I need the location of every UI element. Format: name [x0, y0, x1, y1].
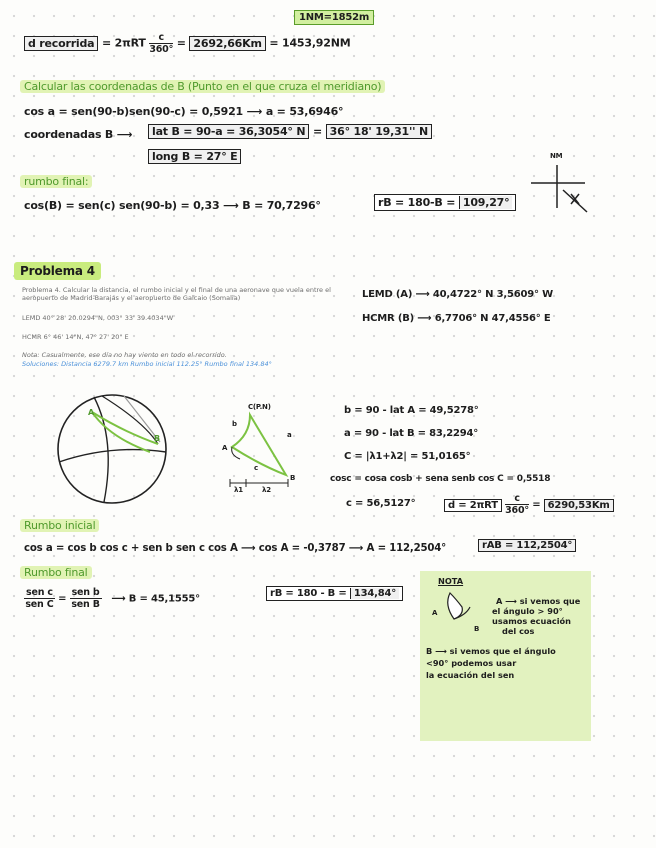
distance-nm: = 1453,92NM	[269, 36, 351, 50]
rb-value-2: 134,84°	[350, 588, 399, 599]
rumbo-inicial-equation: cos a = cos b cos c + sen b sen c cos A ⟶ cos A = -0,3787 ⟶ A = 112,2504°	[24, 543, 447, 554]
triangle-label-a: A	[222, 444, 228, 452]
note-fig-b: B	[474, 625, 480, 633]
lemd-handwritten: LEMD (A) ⟶ 40,4722° N 3,5609° W	[362, 289, 553, 300]
distance-equation: d recorrida = 2πRT $\frac{c}{360^\circ}$ = 2692,66Km = 1453,92NM	[24, 32, 350, 55]
compass-nm-label: NM	[550, 152, 563, 160]
recorrido-label: d recorrida	[24, 36, 98, 51]
rumbo-final-heading-2: Rumbo final	[20, 566, 92, 579]
distance-box: d = 2πRT $\frac{c}{360^\circ}$ = 6290,53Km	[444, 493, 614, 516]
lemd-coords: LEMD 40° 28' 20.0294"N, 003° 33' 39.4034"W	[22, 314, 174, 322]
hcmr-coords: HCMR 6° 46' 14"N, 47° 27' 20" E	[22, 333, 129, 341]
note-title: NOTA	[438, 576, 464, 586]
solutions-text: Soluciones: Distancia 6279.7 km Rumbo inicial 112.25° Rumbo final 134.84°	[22, 360, 272, 368]
long-b-box: long B = 27° E	[148, 150, 241, 163]
note-line-3: usamos ecuación	[492, 616, 571, 626]
note-line-6: <90° podemos usar	[426, 658, 517, 668]
note-fig-a: A	[432, 609, 438, 617]
problem-statement-2: aeropuerto de Madrid-Barajas y el aeropuerto de Galcaio (Somalia)	[22, 294, 241, 302]
rumbo-inicial-heading: Rumbo inicial	[20, 519, 99, 532]
rb-box-2: rB = 180 - B = 134,84°	[266, 588, 403, 599]
problem-statement-1: Problema 4. Calcular la distancia, el rumbo inicial y el final de una aeronave que vuela entre el	[22, 286, 331, 294]
note-line-4: del cos	[502, 626, 535, 636]
a-equation: a = 90 - lat B = 83,2294°	[344, 428, 479, 439]
rumbo-final-heading-1: rumbo final:	[20, 175, 92, 188]
note-line-5: B ⟶ si vemos que el ángulo	[426, 646, 556, 656]
sphere-diagram	[54, 392, 174, 512]
triangle-side-a: a	[287, 431, 292, 439]
compass-diagram	[525, 160, 595, 230]
hcmr-handwritten: HCMR (B) ⟶ 6,7706° N 47,4556° E	[362, 313, 551, 324]
c-angle-equation: C = |λ1+λ2| = 51,0165°	[344, 451, 471, 462]
spherical-triangle	[220, 405, 300, 495]
triangle-side-c: c	[254, 464, 258, 472]
triangle-side-b: b	[232, 420, 237, 428]
triangle-label-top: C(P.N)	[248, 403, 271, 411]
nm-conversion-label: 1NM=1852m	[294, 10, 374, 25]
sine-rule-equation: $\frac{\text{sen c}}{\text{sen C}}$ = $\frac{\text{sen b}}{\text{sen B}}$ ⟶ B = 45,1555°	[25, 587, 200, 610]
fraction: $\frac{c}{360^\circ}$	[149, 32, 174, 55]
cosc-equation: cosc = cosa cosb + sena senb cos C = 0,5518	[330, 474, 551, 484]
distance-value: 6290,53Km	[544, 499, 614, 512]
lat-b-box: lat B = 90-a = 36,3054° N = 36° 18' 19,31'' N	[148, 125, 432, 138]
b-result: ⟶ B = 45,1555°	[111, 593, 200, 605]
rab-box: rAB = 112,2504°	[478, 540, 576, 551]
nota-text: Nota: Casualmente, ese día no hay viento en todo el recorrido.	[22, 351, 227, 359]
distance-km: 2692,66Km	[189, 36, 265, 51]
note-line-2: el ángulo > 90°	[492, 606, 563, 616]
triangle-lambda-2: λ2	[262, 486, 271, 494]
rumbo-final-equation-1: cos(B) = sen(c) sen(90-b) = 0,33 ⟶ B = 70,7296°	[24, 199, 321, 212]
lat-dms-box: 36° 18' 19,31'' N	[326, 124, 432, 139]
problem4-title: Problema 4	[14, 264, 101, 278]
rb-value-1: 109,27°	[459, 196, 513, 209]
coords-heading: Calcular las coordenadas de B (Punto en el que cruza el meridiano)	[20, 80, 385, 93]
cos-a-equation: cos a = sen(90-b)sen(90-c) = 0,5921 ⟶ a = 53,6946°	[24, 105, 344, 118]
sphere-label-a: A	[88, 408, 94, 417]
coord-label: coordenadas B ⟶	[24, 128, 133, 141]
b-equation: b = 90 - lat A = 49,5278°	[344, 405, 479, 416]
note-figure	[432, 589, 472, 629]
note-card	[420, 571, 591, 741]
sphere-label-b: B	[154, 434, 160, 443]
c-result: c = 56,5127°	[346, 498, 416, 509]
note-line-7: la ecuación del sen	[426, 670, 515, 680]
note-line-1: A ⟶ si vemos que	[496, 596, 581, 606]
triangle-lambda-1: λ1	[234, 486, 243, 494]
rb-box-1: rB = 180-B = 109,27°	[374, 196, 516, 209]
formula-prefix: = 2πRT	[102, 36, 146, 50]
triangle-label-b: B	[290, 474, 296, 482]
